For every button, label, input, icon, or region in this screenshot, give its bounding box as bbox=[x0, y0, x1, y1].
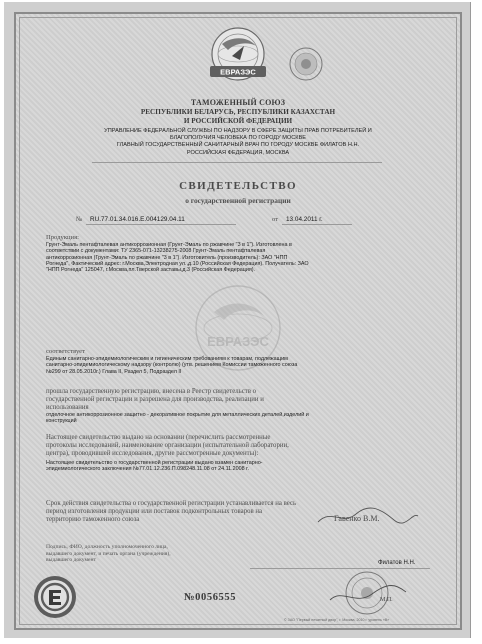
round-stamp-top bbox=[286, 46, 326, 82]
date-underline bbox=[282, 224, 352, 225]
registration-line: государственной регистрации и разрешена для производства, реализации и bbox=[46, 395, 264, 403]
stamp-caption: М.П. bbox=[380, 597, 393, 603]
usage-text bbox=[46, 412, 436, 425]
product-label: Продукция: bbox=[46, 234, 79, 241]
product-description bbox=[46, 242, 434, 273]
emblem-text: ЕВРАЗЭС bbox=[220, 67, 256, 77]
number-underline bbox=[86, 224, 236, 225]
certificate-sheet bbox=[4, 2, 471, 638]
typed-signature: Гавенко В.М. bbox=[334, 514, 380, 523]
basis-line: протоколы исследований, наименование организации (испытательной лаборатории, bbox=[46, 441, 289, 449]
authority-line4: РОССИЙСКАЯ ФЕДЕРАЦИЯ, МОСКВА bbox=[186, 149, 290, 156]
registration-line: использования bbox=[46, 403, 89, 411]
printer-footer: © ЗАО "Первый печатный двор", г. Москва, 2010 г. уровень «В» bbox=[284, 618, 390, 622]
issuing-authority bbox=[22, 128, 454, 157]
validity-line: территорию таможенного союза bbox=[46, 515, 140, 523]
certificate-date: 13.04.2011 г. bbox=[286, 216, 323, 223]
conformity-line: №299 от 28.05.2010г.) Глава II, Раздел 5, Подраздел II bbox=[46, 368, 182, 375]
union-line2: И РОССИЙСКОЙ ФЕДЕРАЦИИ bbox=[183, 117, 293, 125]
blank-serial-number: №0056555 bbox=[184, 592, 237, 603]
usage-line: отделочное антикоррозионное защитно - декоративное покрытие для металлических деталей,изделий и bbox=[46, 412, 309, 418]
official-label-line: выдавшего документ, и печать органа (учреждения), bbox=[46, 550, 171, 557]
usage-line: конструкций bbox=[46, 418, 77, 425]
authority-underline bbox=[92, 162, 382, 163]
authority-line1: УПРАВЛЕНИЕ ФЕДЕРАЛЬНОЙ СЛУЖБЫ ПО НАДЗОРУ В СФЕРЕ ЗАЩИТЫ ПРАВ ПОТРЕБИТЕЛЕЙ И bbox=[104, 128, 372, 134]
basis-content-line: Настоящее свидетельство о государственной регистрации выдано взамен санитарно- bbox=[46, 460, 263, 466]
official-label-line: выдавшего документ bbox=[46, 557, 96, 564]
basis-content-line: эпидемиологического заключения №77.01.12.236.П.098248.11.08 от 24.11.2008 г. bbox=[46, 466, 249, 473]
union-line1: РЕСПУБЛИКИ БЕЛАРУСЬ, РЕСПУБЛИКИ КАЗАХСТАН bbox=[140, 108, 336, 116]
authority-line3: ГЛАВНЫЙ ГОСУДАРСТВЕННЫЙ САНИТАРНЫЙ ВРАЧ ПО ГОРОДУ МОСКВЕ ФИЛАТОВ Н.Н. bbox=[116, 142, 360, 149]
official-signature-line bbox=[250, 568, 430, 569]
official-label bbox=[46, 544, 226, 564]
certificate-subtitle: о государственной регистрации bbox=[185, 196, 291, 205]
authority-line2: БЛАГОПОЛУЧИЯ ЧЕЛОВЕКА ПО ГОРОДУ МОСКВЕ bbox=[169, 135, 307, 142]
eurasec-emblem bbox=[192, 26, 284, 84]
certificate-title: СВИДЕТЕЛЬСТВО bbox=[179, 180, 297, 192]
official-stamp bbox=[326, 570, 408, 616]
basis-statement bbox=[46, 434, 436, 457]
product-line: "НПП Рогнеда" 125047, г.Москва,пл.Тверской заставы,д.3 (Российская Федерация). bbox=[46, 267, 256, 274]
conformity-line: Единым санитарно-эпидемиологическим и гигиеническим требованиям к товарам, подлежащим bbox=[46, 356, 288, 362]
basis-content bbox=[46, 460, 436, 473]
certificate-frame bbox=[14, 12, 462, 630]
number-label: № bbox=[76, 216, 83, 223]
eurasec-round-logo bbox=[32, 574, 78, 620]
product-line: антикоррозионная (Грунт-Эмаль по ржавчине "3 в 1"). Изготовитель (производитель): ЗАО "НПП bbox=[46, 254, 288, 261]
watermark-text: ЕВРАЗЭС bbox=[207, 334, 269, 349]
conformity-text bbox=[46, 356, 434, 375]
official-name: Филатов Н.Н. bbox=[378, 560, 416, 566]
product-line: Грунт-Эмаль пентафталевая антикоррозионная (Грунт-Эмаль по ржавчине "3 в 1"). Изготовлена в bbox=[46, 242, 292, 248]
registration-line: прошла государственную регистрацию, внесена в Реестр свидетельств о bbox=[46, 388, 257, 395]
certificate-number: RU.77.01.34.016.Е.004129.04.11 bbox=[90, 216, 185, 223]
basis-line: центра), проводившей исследования, другие рассмотренные документы): bbox=[46, 449, 259, 457]
registration-statement bbox=[46, 388, 436, 411]
validity-signature-scribble bbox=[312, 504, 422, 530]
product-line: Рогнеда", Фактический адрес: г.Москва,Электродная ул.,д.10 (Российская Федерация). Получатель: ЗАО bbox=[46, 260, 309, 267]
date-label: от bbox=[272, 216, 279, 223]
validity-line: Срок действия свидетельства о государственной регистрации устанавливается на весь bbox=[46, 500, 297, 507]
conformity-label: соответствует bbox=[46, 348, 85, 355]
basis-line: Настоящее свидетельство выдано на основании (перечислить рассмотренные bbox=[46, 434, 271, 441]
product-line: соответствии с документами: ТУ 2365-071-13238275-2008 Грунт-Эмаль пентафталевая bbox=[46, 248, 266, 255]
validity-line: период изготовления продукции или поставок подконтрольных товаров на bbox=[46, 507, 263, 515]
conformity-line: санитарно-эпидемиологическому надзору (контролю) (утв. решением Комиссии таможенного союза bbox=[46, 362, 298, 369]
union-title: ТАМОЖЕННЫЙ СОЮЗ bbox=[190, 98, 286, 107]
official-label-line: Подпись, ФИО, должность уполномоченного лица, bbox=[46, 544, 168, 550]
